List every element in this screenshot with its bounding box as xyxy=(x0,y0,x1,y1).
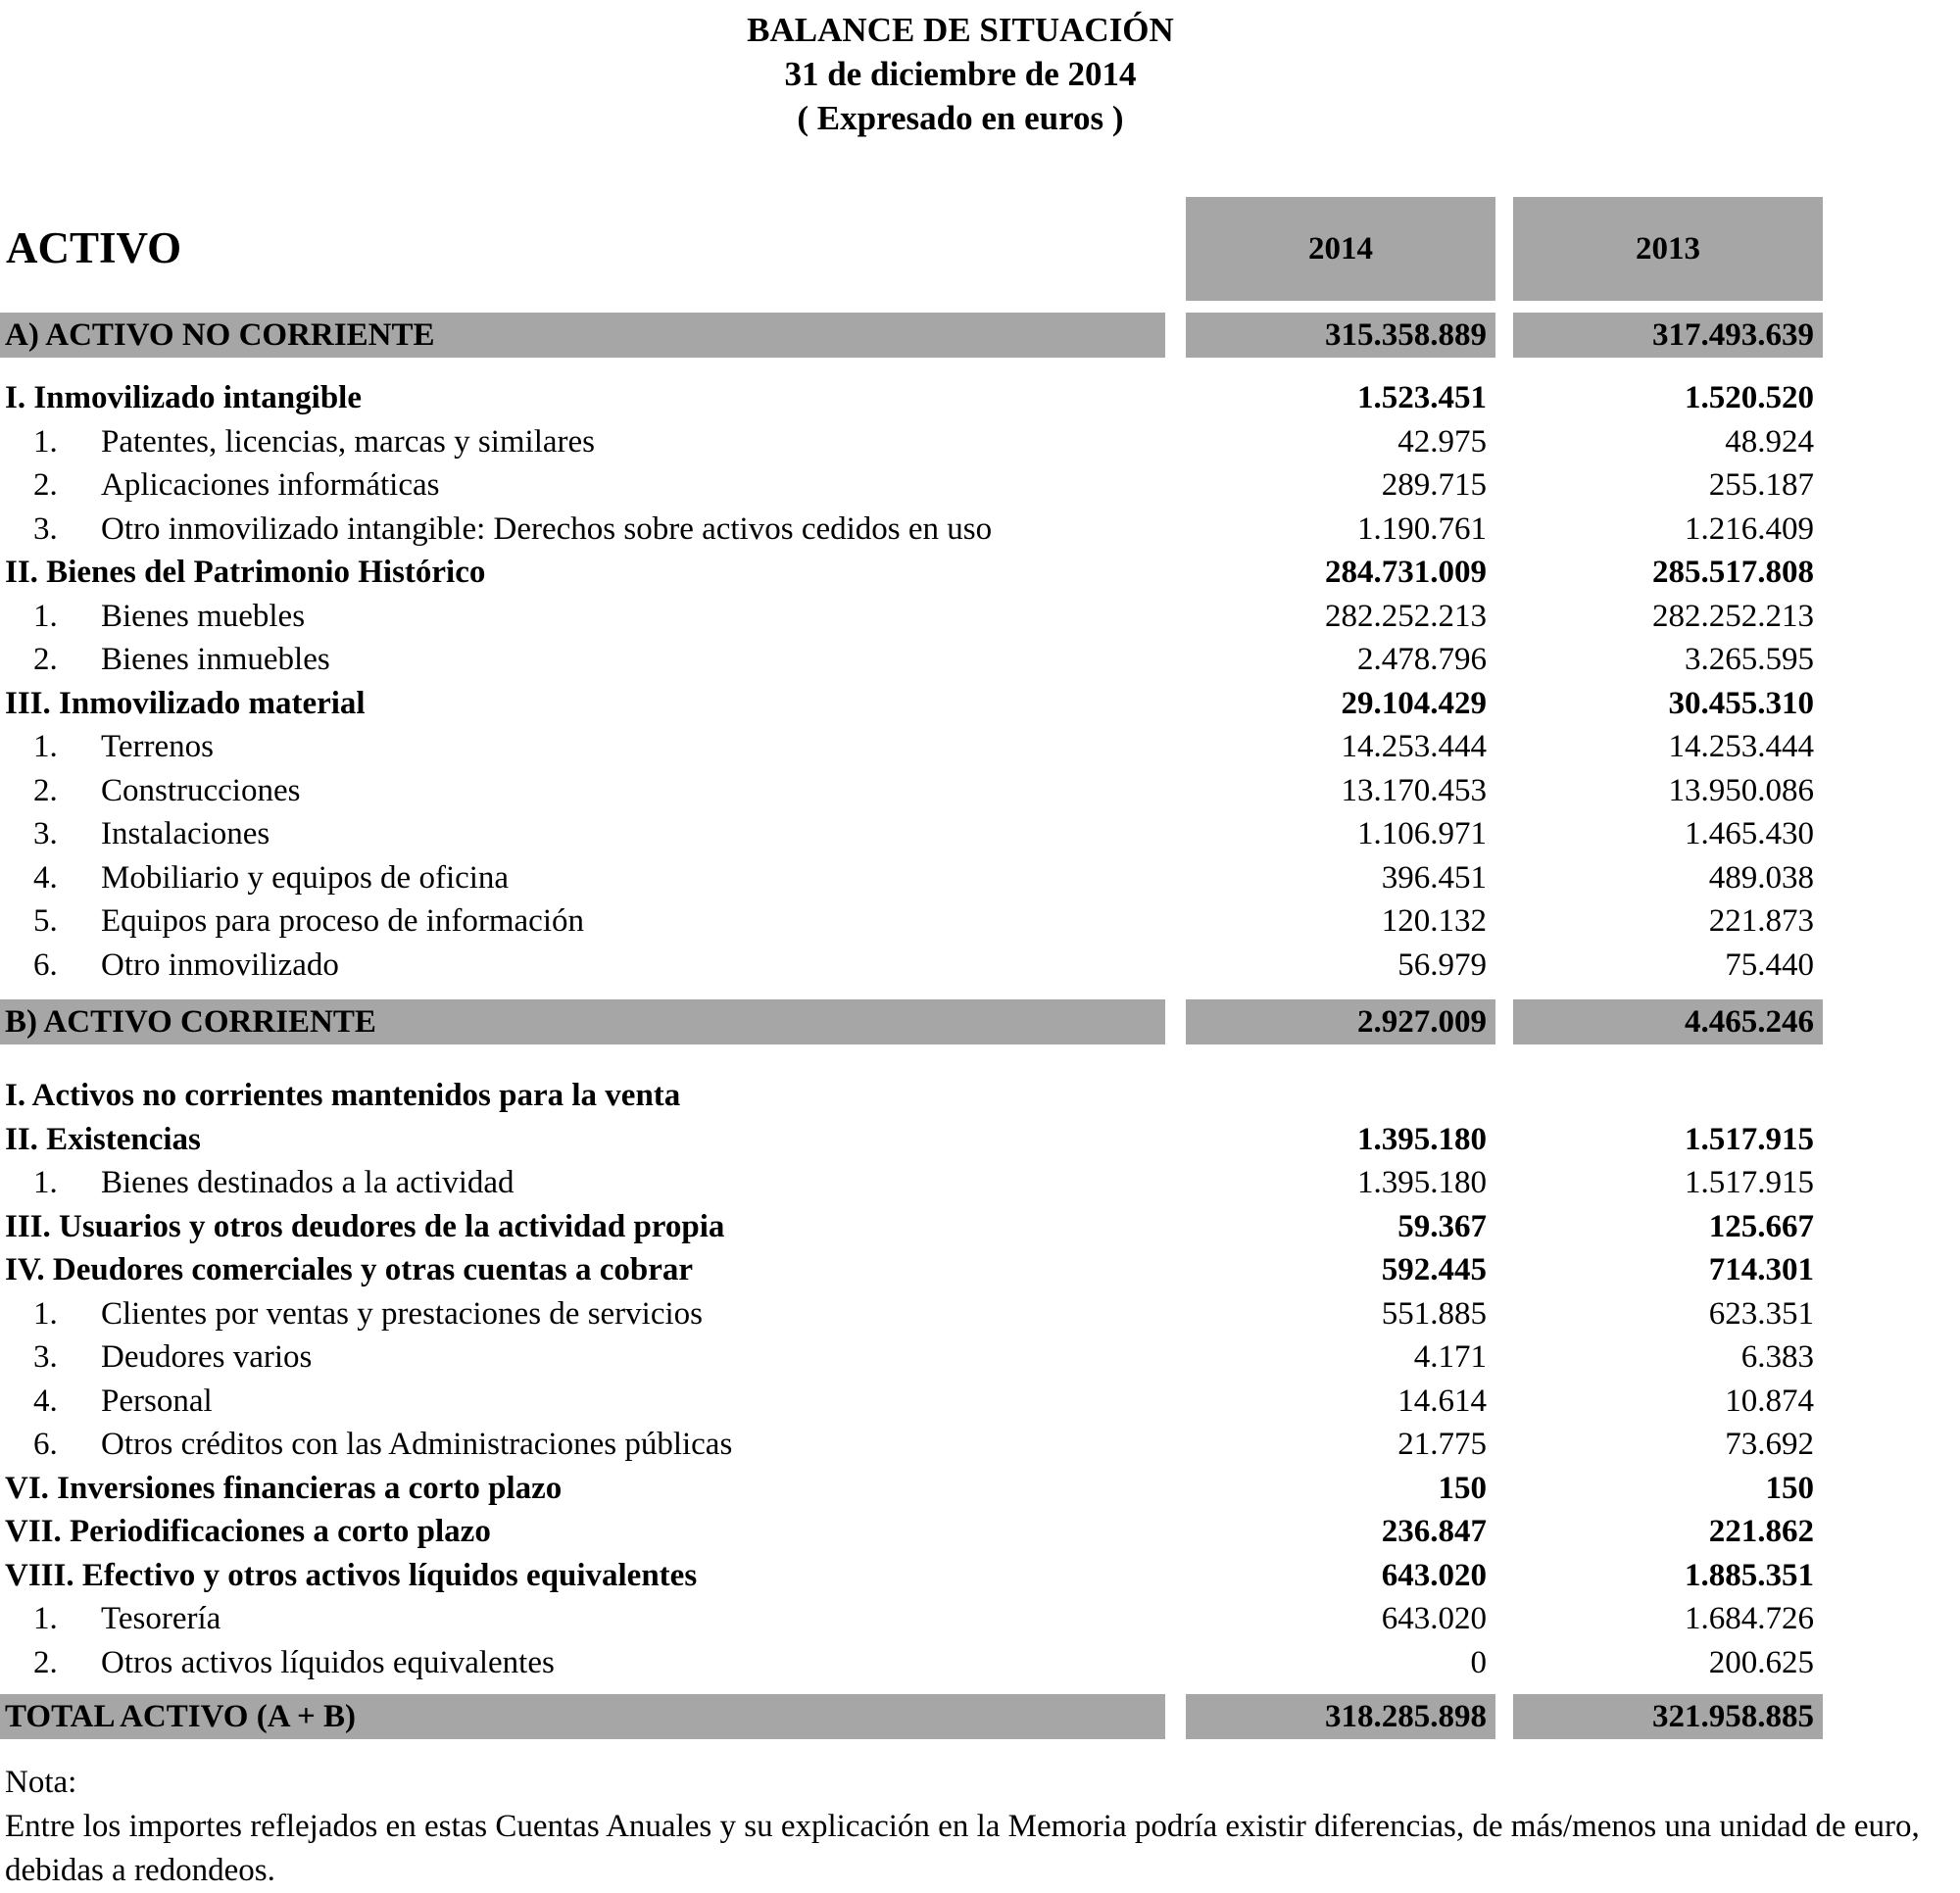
table-row xyxy=(0,1335,1960,1379)
table-header xyxy=(0,197,1960,301)
row-label: Otro inmovilizado intangible: Derechos sobre activos cedidos en uso xyxy=(101,510,993,547)
cell-2013: 200.625 xyxy=(1708,1644,1814,1680)
row-label: Bienes inmuebles xyxy=(101,642,330,677)
cell-2013: 1.465.430 xyxy=(1685,816,1814,851)
row-label: II. Existencias xyxy=(5,1121,201,1157)
row-label: Aplicaciones informáticas xyxy=(101,467,440,503)
cell-2013: 13.950.086 xyxy=(1668,772,1814,808)
cell-2014: 4.171 xyxy=(1413,1339,1487,1375)
cell-2013: 48.924 xyxy=(1725,423,1814,460)
row-number: 6. xyxy=(33,1427,58,1462)
row-number: 1. xyxy=(33,598,58,634)
table-row xyxy=(0,1423,1960,1466)
cell-2014: 14.253.444 xyxy=(1341,729,1487,764)
cell-2013: 1.517.915 xyxy=(1685,1121,1814,1157)
cell-2013: 73.692 xyxy=(1725,1427,1814,1462)
table-row xyxy=(0,1248,1960,1291)
cell-2014: 0 xyxy=(1470,1644,1487,1680)
table-row xyxy=(0,595,1960,638)
cell-2014: 56.979 xyxy=(1397,946,1487,983)
footnote-text: Entre los importes reflejados en estas Cuentas Anuales y su explicación en la Memoria podría existir diferencias, de más/menos una unidad de euro, debidas a redondeos. xyxy=(5,1809,1920,1888)
cell-2014: 643.020 xyxy=(1381,1557,1487,1593)
cell-2014: 396.451 xyxy=(1381,859,1487,896)
row-number: 4. xyxy=(33,1383,58,1419)
row-label: I. Inmovilizado intangible xyxy=(5,380,362,415)
row-label: Equipos para proceso de información xyxy=(101,903,585,939)
row-number: 2. xyxy=(33,772,58,808)
cell-2014: 236.847 xyxy=(1381,1514,1487,1549)
table-row xyxy=(0,682,1960,725)
row-label: IV. Deudores comerciales y otras cuentas a cobrar xyxy=(5,1252,694,1287)
cell-2014: 1.395.180 xyxy=(1357,1165,1487,1200)
cell-2013: 221.873 xyxy=(1708,903,1814,939)
table-row xyxy=(0,725,1960,768)
cell-2014: 29.104.429 xyxy=(1341,685,1487,721)
row-label: III. Inmovilizado material xyxy=(5,685,366,721)
footnote-heading: Nota: xyxy=(5,1765,77,1800)
cell-2013: 150 xyxy=(1765,1470,1814,1506)
section-title-activo: ACTIVO xyxy=(6,223,182,272)
band-value-2014: 318.285.898 xyxy=(1325,1699,1487,1734)
row-label: Clientes por ventas y prestaciones de servicios xyxy=(101,1295,703,1332)
cell-2013: 282.252.213 xyxy=(1652,598,1814,634)
document-units: ( Expresado en euros ) xyxy=(797,99,1124,137)
row-number: 2. xyxy=(33,1644,58,1680)
cell-2014: 289.715 xyxy=(1381,467,1487,503)
row-label: II. Bienes del Patrimonio Histórico xyxy=(5,555,486,590)
row-number: 4. xyxy=(33,859,58,896)
table-row xyxy=(0,638,1960,681)
cell-2014: 592.445 xyxy=(1381,1252,1487,1287)
cell-2013: 75.440 xyxy=(1725,946,1814,983)
cell-2014: 1.106.971 xyxy=(1357,816,1487,851)
cell-2013: 489.038 xyxy=(1708,859,1814,896)
table-row xyxy=(0,1205,1960,1248)
cell-2014: 13.170.453 xyxy=(1341,772,1487,808)
cell-2013: 125.667 xyxy=(1708,1208,1814,1244)
band-activo-no-corriente xyxy=(0,313,1960,358)
row-number: 5. xyxy=(33,903,58,939)
row-label: III. Usuarios y otros deudores de la actividad propia xyxy=(5,1208,725,1244)
band-activo-corriente xyxy=(0,999,1960,1044)
footnote xyxy=(5,1761,1955,1893)
cell-2014: 21.775 xyxy=(1397,1427,1487,1462)
table-row xyxy=(0,1118,1960,1161)
band-total-activo xyxy=(0,1694,1960,1739)
cell-2013: 3.265.595 xyxy=(1685,642,1814,677)
table-row xyxy=(0,1380,1960,1423)
row-label: VI. Inversiones financieras a corto plazo xyxy=(5,1470,563,1506)
cell-2013: 623.351 xyxy=(1708,1295,1814,1332)
table-row xyxy=(0,420,1960,463)
row-number: 1. xyxy=(33,1165,58,1200)
table-row xyxy=(0,1161,1960,1204)
row-label: VIII. Efectivo y otros activos líquidos equivalentes xyxy=(5,1557,698,1593)
row-label: Terrenos xyxy=(101,729,214,764)
band-value-2014: 2.927.009 xyxy=(1357,1004,1487,1040)
cell-2013: 255.187 xyxy=(1708,467,1814,503)
row-label: Bienes destinados a la actividad xyxy=(101,1165,514,1200)
table-row xyxy=(0,899,1960,943)
table-row xyxy=(0,1467,1960,1510)
table-row xyxy=(0,1292,1960,1335)
band-label: TOTAL ACTIVO (A + B) xyxy=(5,1699,357,1734)
row-number: 1. xyxy=(33,1601,58,1636)
cell-2014: 120.132 xyxy=(1381,903,1487,939)
row-label: Mobiliario y equipos de oficina xyxy=(101,859,510,896)
row-number: 2. xyxy=(33,467,58,503)
cell-2013: 714.301 xyxy=(1708,1252,1814,1287)
cell-2014: 643.020 xyxy=(1381,1601,1487,1636)
row-label: Patentes, licencias, marcas y similares xyxy=(101,423,595,460)
document-date: 31 de diciembre de 2014 xyxy=(784,55,1137,93)
cell-2014: 284.731.009 xyxy=(1325,555,1487,590)
row-label: Instalaciones xyxy=(101,816,270,851)
cell-2013: 10.874 xyxy=(1725,1383,1814,1419)
cell-2014: 14.614 xyxy=(1397,1383,1487,1419)
table-row xyxy=(0,856,1960,899)
document-header xyxy=(0,8,1921,140)
row-number: 3. xyxy=(33,510,58,547)
table-row xyxy=(0,1510,1960,1553)
cell-2013: 1.885.351 xyxy=(1685,1557,1814,1593)
row-label: Deudores varios xyxy=(101,1339,313,1375)
table-row xyxy=(0,1554,1960,1597)
row-label: Bienes muebles xyxy=(101,598,306,634)
row-label: Otro inmovilizado xyxy=(101,946,339,983)
row-label: I. Activos no corrientes mantenidos para la venta xyxy=(5,1078,681,1113)
cell-2013: 1.517.915 xyxy=(1685,1165,1814,1200)
cell-2013: 221.862 xyxy=(1708,1514,1814,1549)
table-row xyxy=(0,376,1960,419)
cell-2014: 1.190.761 xyxy=(1357,510,1487,547)
band-value-2013: 321.958.885 xyxy=(1652,1699,1814,1734)
row-number: 6. xyxy=(33,946,58,983)
band-value-2013: 4.465.246 xyxy=(1685,1004,1814,1040)
cell-2014: 2.478.796 xyxy=(1357,642,1487,677)
table-row xyxy=(0,463,1960,507)
cell-2014: 1.395.180 xyxy=(1357,1121,1487,1157)
cell-2013: 6.383 xyxy=(1740,1339,1814,1375)
column-header-2013: 2013 xyxy=(1513,197,1823,301)
document-title: BALANCE DE SITUACIÓN xyxy=(747,11,1174,49)
table-row xyxy=(0,551,1960,594)
cell-2013: 14.253.444 xyxy=(1668,729,1814,764)
cell-2013: 30.455.310 xyxy=(1668,685,1814,721)
row-label: Otros créditos con las Administraciones públicas xyxy=(101,1427,733,1462)
table-row xyxy=(0,1597,1960,1640)
cell-2014: 282.252.213 xyxy=(1325,598,1487,634)
row-number: 1. xyxy=(33,729,58,764)
row-number: 3. xyxy=(33,816,58,851)
cell-2013: 1.684.726 xyxy=(1685,1601,1814,1636)
row-number: 3. xyxy=(33,1339,58,1375)
cell-2014: 551.885 xyxy=(1381,1295,1487,1332)
cell-2014: 59.367 xyxy=(1397,1208,1487,1244)
row-label: VII. Periodificaciones a corto plazo xyxy=(5,1514,491,1549)
row-number: 2. xyxy=(33,642,58,677)
row-label: Tesorería xyxy=(101,1601,221,1636)
row-number: 1. xyxy=(33,423,58,460)
cell-2013: 1.216.409 xyxy=(1685,510,1814,547)
row-label: Otros activos líquidos equivalentes xyxy=(101,1644,555,1680)
cell-2014: 42.975 xyxy=(1397,423,1487,460)
cell-2014: 150 xyxy=(1438,1470,1487,1506)
table-row xyxy=(0,944,1960,987)
row-number: 1. xyxy=(33,1295,58,1332)
band-label: B) ACTIVO CORRIENTE xyxy=(5,1004,376,1040)
band-value-2013: 317.493.639 xyxy=(1652,317,1814,353)
cell-2013: 285.517.808 xyxy=(1652,555,1814,590)
cell-2014: 1.523.451 xyxy=(1357,380,1487,415)
column-header-2014: 2014 xyxy=(1186,197,1495,301)
table-row xyxy=(0,769,1960,812)
table-row xyxy=(0,1641,1960,1684)
row-label: Personal xyxy=(101,1383,213,1419)
band-value-2014: 315.358.889 xyxy=(1325,317,1487,353)
table-row xyxy=(0,1074,1960,1117)
table-row xyxy=(0,508,1960,551)
table-row xyxy=(0,812,1960,855)
band-label: A) ACTIVO NO CORRIENTE xyxy=(5,317,435,353)
cell-2013: 1.520.520 xyxy=(1685,380,1814,415)
row-label: Construcciones xyxy=(101,772,301,808)
